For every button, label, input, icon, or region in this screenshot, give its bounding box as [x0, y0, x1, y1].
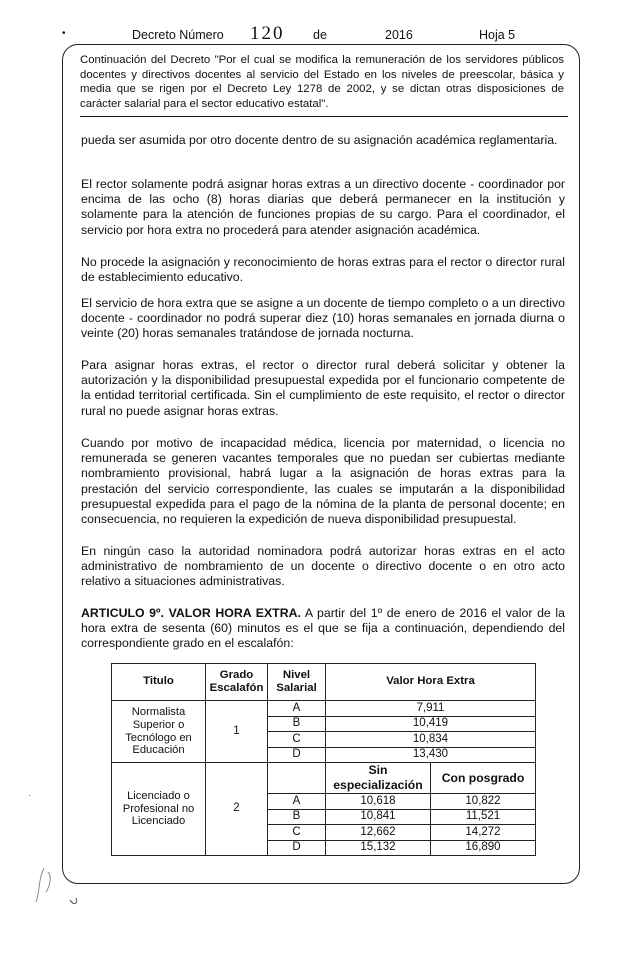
sin-value-cell: 12,662: [326, 825, 431, 841]
paragraph-3: No procede la asignación y reconocimiento de horas extras para el rector o director rural de establecimiento educativo.: [81, 255, 565, 285]
article-9-paragraph: [81, 606, 565, 652]
paragraph-2: El rector solamente podrá asignar horas extras a un directivo docente - coordinador por encima de las ocho (8) horas diarias que deberá permanecer en la institución y solamente para la atención de funciones propias de su cargo. Para el coordinador, el servicio por hora extra no procederá para atender asignación académica.: [81, 177, 565, 237]
page-header: [0, 24, 638, 44]
paragraph-1: pueda ser asumida por otro docente dentro de su asignación académica reglamentaria.: [81, 133, 558, 147]
sin-especializacion-header: Sin especialización: [326, 763, 431, 794]
value-cell: 10,834: [326, 732, 536, 748]
nivel-cell: C: [268, 732, 326, 748]
con-value-cell: 14,272: [431, 825, 536, 841]
header-bullet: •: [62, 28, 66, 39]
paragraph-4: El servicio de hora extra que se asigne a un docente de tiempo completo o a un directivo docente - coordinador no podrá superar diez (10) horas semanales en jornada diurna o veinte (20) horas semanales tratándose de jornada nocturna.: [81, 296, 565, 341]
sin-value-cell: 15,132: [326, 840, 431, 856]
grade1-title: Normalista Superior o Tecnólogo en Educación: [112, 701, 206, 763]
con-posgrado-header: Con posgrado: [431, 763, 536, 794]
article-9-heading: ARTICULO 9º. VALOR HORA EXTRA.: [81, 606, 301, 620]
nivel-blank-cell: [268, 763, 326, 794]
header-decreto-label: Decreto Número: [132, 28, 224, 42]
value-cell: 13,430: [326, 747, 536, 763]
nivel-cell: B: [268, 716, 326, 732]
paragraph-7: En ningún caso la autoridad nominadora podrá autorizar horas extras en el acto administrativo de nombramiento de un docente o directivo docente o en otro acto relativo a situaciones administrativas.: [81, 544, 565, 589]
header-de-label: de: [313, 28, 327, 42]
continuation-rule: [80, 116, 568, 117]
paragraph-5: Para asignar horas extras, el rector o director rural deberá solicitar y obtener la autorización y la disponibilidad presupuestal expedida por el funcionario competente de la entidad territorial certificada. Sin el cumplimiento de este requisito, el rector o director rural no puede asignar horas extras.: [81, 358, 565, 418]
header-year: 2016: [385, 28, 413, 42]
initials-scribble: [30, 862, 90, 912]
grade2-grado: 2: [206, 763, 268, 856]
con-value-cell: 11,521: [431, 809, 536, 825]
margin-dot: ·: [28, 790, 31, 800]
nivel-cell: A: [268, 701, 326, 717]
nivel-cell: D: [268, 747, 326, 763]
sin-value-cell: 10,841: [326, 809, 431, 825]
con-value-cell: 10,822: [431, 794, 536, 810]
header-valor: Valor Hora Extra: [326, 664, 536, 701]
con-value-cell: 16,890: [431, 840, 536, 856]
nivel-cell: B: [268, 809, 326, 825]
table-row: [112, 701, 536, 717]
continuation-note: Continuación del Decreto "Por el cual se modifica la remuneración de los servidores públicos docentes y directivos docentes al servicio del Estado en los niveles de preescolar, básica y media que se rigen por el Decreto Ley 1278 de 2002, y se dictan otras disposiciones de carácter salarial para el sector educativo estatal".: [80, 54, 564, 110]
table-subheader-row: [112, 763, 536, 794]
header-page-label: Hoja 5: [479, 28, 516, 42]
paragraph-6: Cuando por motivo de incapacidad médica, licencia por maternidad, o licencia no remunerada se generen vacantes temporales que no puedan ser cubiertas mediante nombramiento provisional, habrá lugar a la asignación de horas extras para la prestación del servicio correspondiente, las cuales se imputarán a la disponibilidad presupuestal expedida para el pago de la nómina de la planta de personal docente; en consecuencia, no requieren la expedición de nueva disponibilidad presupuestal.: [81, 436, 565, 527]
header-titulo: Titulo: [112, 664, 206, 701]
value-cell: 7,911: [326, 701, 536, 717]
overtime-value-table: [111, 663, 536, 856]
header-nivel: Nivel Salarial: [268, 664, 326, 701]
nivel-cell: A: [268, 794, 326, 810]
sin-value-cell: 10,618: [326, 794, 431, 810]
nivel-cell: C: [268, 825, 326, 841]
grade1-grado: 1: [206, 701, 268, 763]
header-grado: Grado Escalafón: [206, 664, 268, 701]
header-decree-number: 120: [250, 23, 285, 44]
article-9-text: A partir del 1º de enero de 2016 el valor de la hora extra de sesenta (60) minutos es el que se fija a continuación, dependiendo del correspondiente grado en el escalafón:: [81, 606, 565, 651]
grade2-title: Licenciado o Profesional no Licenciado: [112, 763, 206, 856]
value-cell: 10,419: [326, 716, 536, 732]
nivel-cell: D: [268, 840, 326, 856]
table-header-row: [112, 664, 536, 701]
